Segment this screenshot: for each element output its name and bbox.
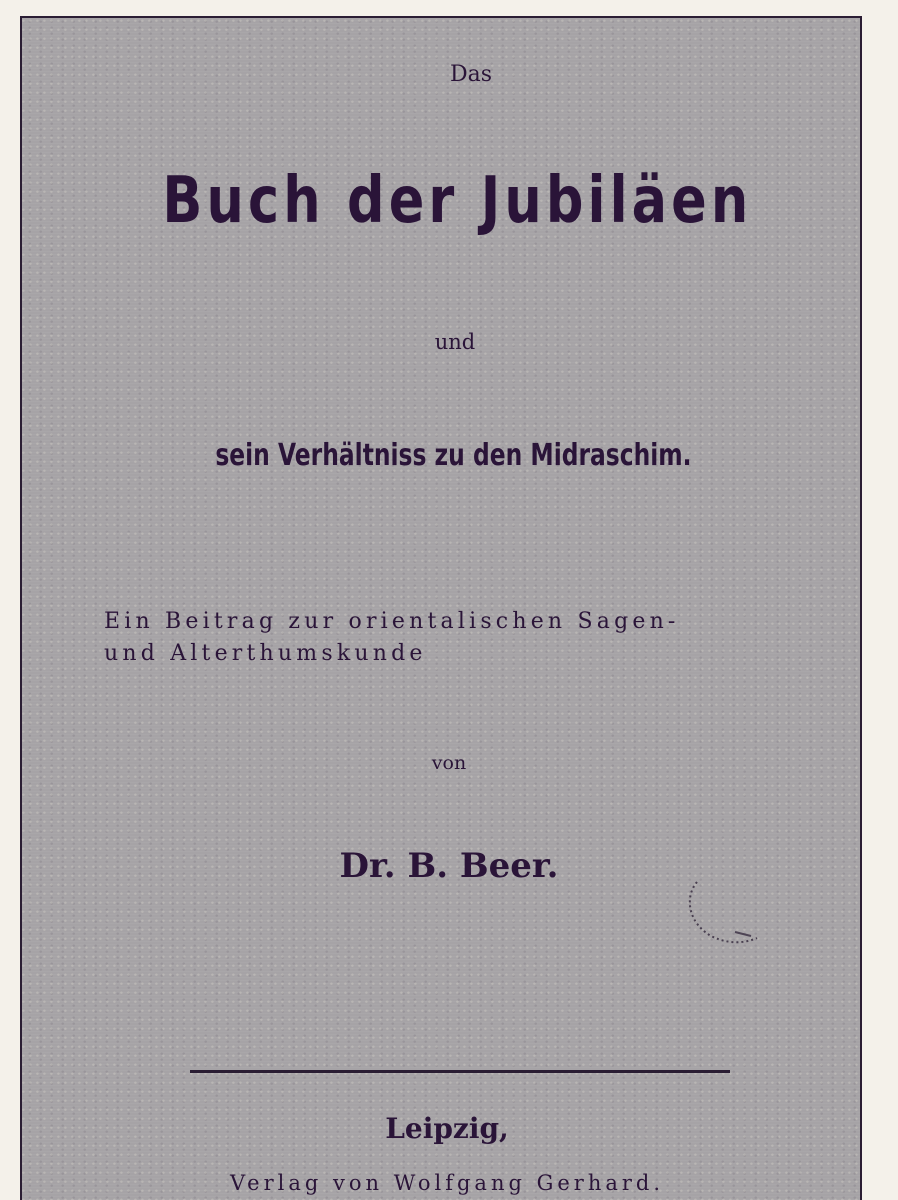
author-preposition: von — [431, 752, 467, 774]
contribution-line-2: und Alterthumskunde — [104, 641, 427, 666]
contribution-line-1: Ein Beitrag zur orientalischen Sagen- — [104, 609, 680, 634]
title-page — [20, 16, 862, 1200]
book-subtitle: sein Verhältniss zu den Midraschim. — [215, 438, 692, 473]
publication-place: Leipzig, — [385, 1112, 509, 1145]
title-article: Das — [449, 62, 493, 87]
library-stamp-mark — [677, 874, 767, 954]
publisher-name: Verlag von Wolfgang Gerhard. — [229, 1171, 665, 1195]
title-conjunction: und — [434, 330, 476, 354]
contribution-description — [104, 606, 680, 670]
book-title: Buch der Jubiläen — [162, 164, 753, 238]
publisher-divider — [190, 1070, 730, 1073]
author-name: Dr. B. Beer. — [339, 846, 559, 886]
